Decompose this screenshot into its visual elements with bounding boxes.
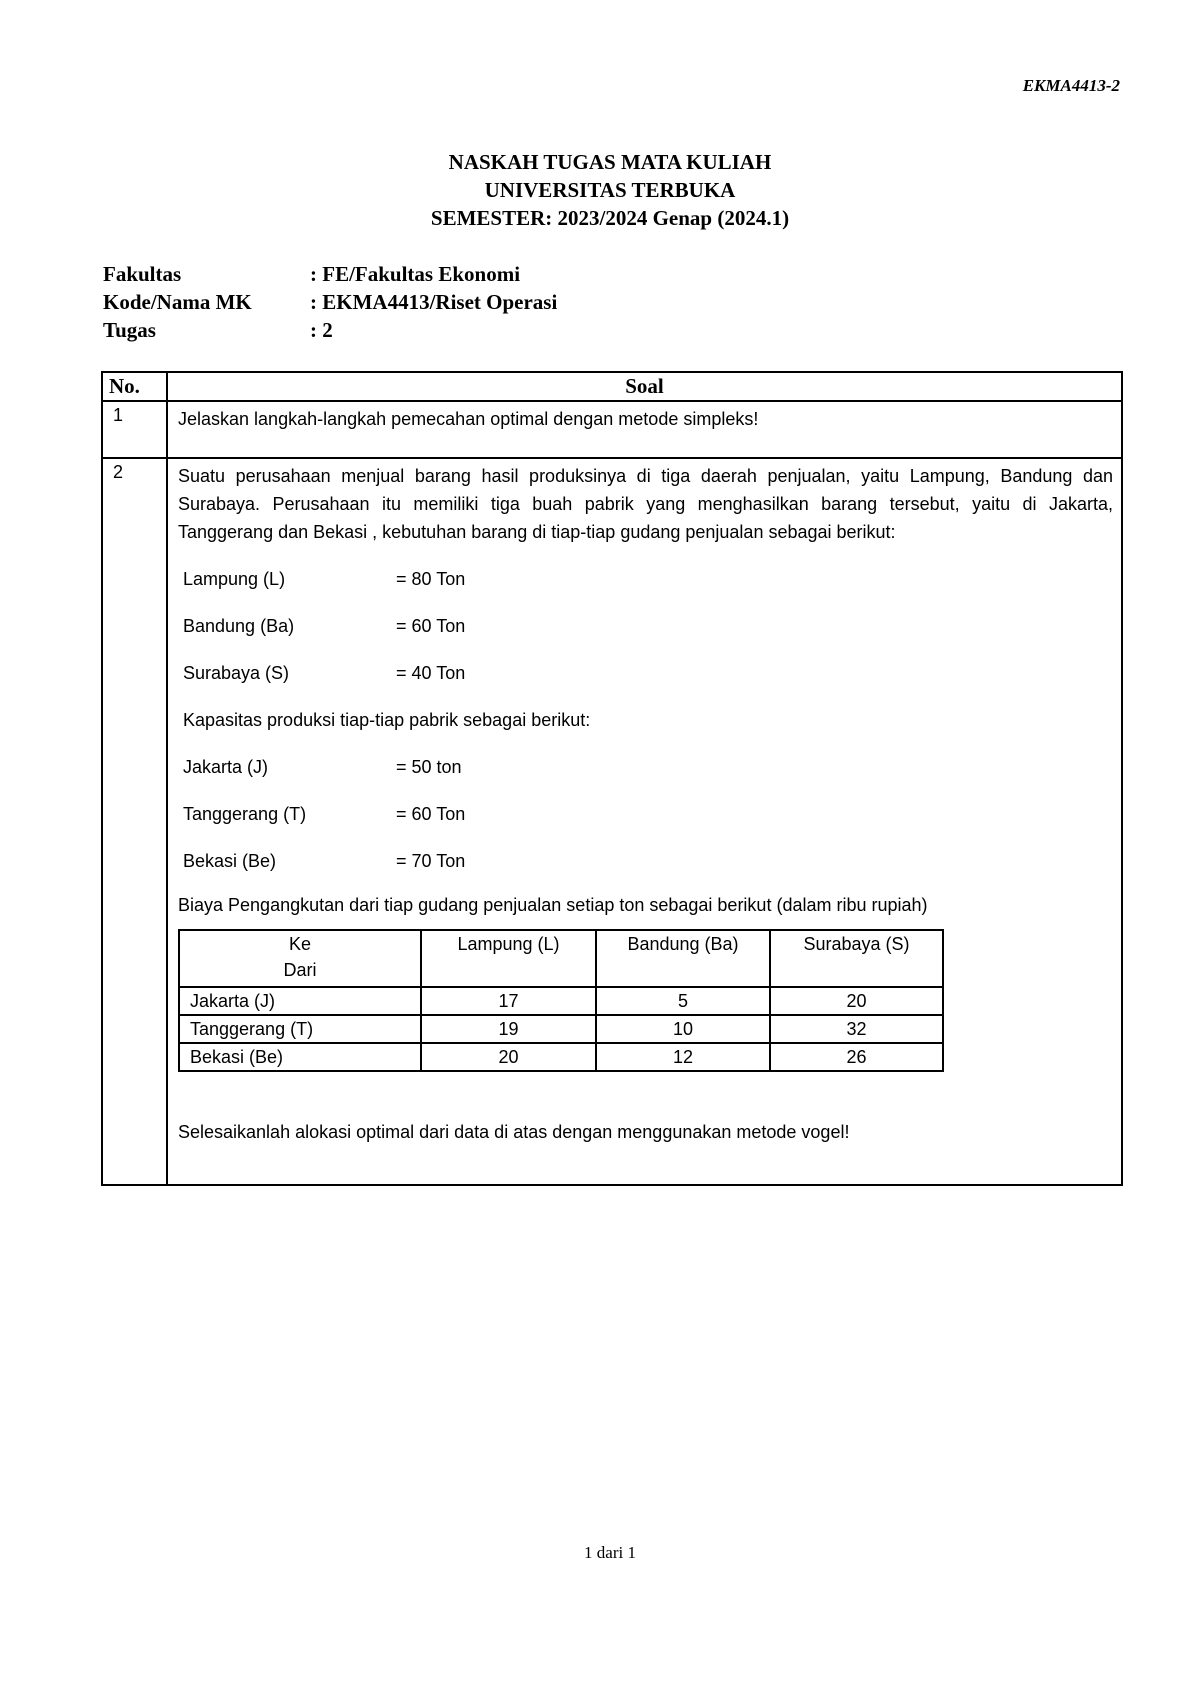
demand-surabaya [178, 659, 1113, 687]
page-number: 1 dari 1 [584, 1543, 636, 1562]
cost-row-tanggerang [179, 1015, 943, 1043]
cost-cell: 17 [421, 987, 596, 1015]
info-value: : 2 [310, 318, 333, 342]
cost-cell: 19 [421, 1015, 596, 1043]
cost-row-label: Jakarta (J) [179, 987, 421, 1015]
capacity-value: = 70 Ton [396, 851, 466, 871]
cost-cell: 26 [770, 1043, 943, 1071]
question-body [167, 458, 1122, 1185]
cost-cell: 20 [421, 1043, 596, 1071]
question-row-2 [102, 458, 1122, 1185]
demand-label: Surabaya (S) [183, 663, 290, 683]
title-line-2: UNIVERSITAS TERBUKA [484, 178, 736, 202]
info-value: : EKMA4413/Riset Operasi [310, 290, 558, 314]
cost-row-bekasi [179, 1043, 943, 1071]
info-row-fakultas [103, 260, 557, 288]
capacity-jakarta [178, 753, 1113, 781]
cost-table-header [179, 930, 943, 987]
course-info [103, 260, 557, 344]
info-value: : FE/Fakultas Ekonomi [310, 262, 521, 286]
capacity-value: = 60 Ton [396, 804, 466, 824]
demand-bandung [178, 612, 1113, 640]
capacity-label: Tanggerang (T) [183, 804, 307, 824]
info-key: Tugas [103, 318, 156, 342]
info-row-tugas [103, 316, 557, 344]
cost-cell: 12 [596, 1043, 770, 1071]
capacity-heading: Kapasitas produksi tiap-tiap pabrik sebagai berikut: [183, 710, 591, 730]
demand-value: = 60 Ton [396, 616, 466, 636]
info-key: Kode/Nama MK [103, 290, 252, 314]
document-code: EKMA4413-2 [1022, 76, 1120, 95]
cost-row-jakarta [179, 987, 943, 1015]
question-number: 2 [102, 458, 167, 1185]
cost-cell: 5 [596, 987, 770, 1015]
document-title [0, 148, 1200, 232]
question-text: Jelaskan langkah-langkah pemecahan optimal dengan metode simpleks! [167, 401, 1122, 458]
cost-row-label: Bekasi (Be) [179, 1043, 421, 1071]
cost-corner-cell [179, 930, 421, 987]
capacity-label: Jakarta (J) [183, 757, 269, 777]
question-table [101, 371, 1123, 1186]
cost-cell: 32 [770, 1015, 943, 1043]
capacity-bekasi [178, 847, 1113, 875]
demand-label: Lampung (L) [183, 569, 286, 589]
demand-value: = 80 Ton [396, 569, 466, 589]
demand-label: Bandung (Ba) [183, 616, 295, 636]
cost-col-header: Surabaya (S) [770, 930, 943, 987]
capacity-tanggerang [178, 800, 1113, 828]
info-key: Fakultas [103, 262, 182, 286]
capacity-value: = 50 ton [396, 757, 462, 777]
capacity-label: Bekasi (Be) [183, 851, 277, 871]
title-line-1: NASKAH TUGAS MATA KULIAH [448, 150, 772, 174]
cost-col-header: Bandung (Ba) [596, 930, 770, 987]
info-row-kode [103, 288, 557, 316]
question-number: 1 [102, 401, 167, 458]
question-row-1 [102, 401, 1122, 458]
corner-dari: Dari [283, 960, 317, 980]
demand-lampung [178, 565, 1113, 593]
title-line-3: SEMESTER: 2023/2024 Genap (2024.1) [430, 206, 790, 230]
closing-instruction: Selesaikanlah alokasi optimal dari data di atas dengan menggunakan metode vogel! [178, 1122, 850, 1142]
question-intro: Suatu perusahaan menjual barang hasil produksinya di tiga daerah penjualan, yaitu Lampung, Bandung dan Surabaya. Perusahaan itu memiliki tiga buah pabrik yang menghasilkan barang tersebut, yaitu di Jakarta, Tanggerang dan Bekasi , kebutuhan barang di tiap-tiap gudang penjualan sebagai berikut: [178, 466, 1113, 542]
col-soal-header: Soal [167, 372, 1122, 401]
cost-cell: 20 [770, 987, 943, 1015]
cost-cell: 10 [596, 1015, 770, 1043]
cost-heading: Biaya Pengangkutan dari tiap gudang penjualan setiap ton sebagai berikut (dalam ribu rupiah) [178, 895, 928, 915]
corner-ke: Ke [288, 934, 312, 954]
question-table-header [102, 372, 1122, 401]
demand-value: = 40 Ton [396, 663, 466, 683]
cost-table [178, 929, 944, 1072]
cost-col-header: Lampung (L) [421, 930, 596, 987]
col-no-header: No. [102, 372, 167, 401]
cost-row-label: Tanggerang (T) [179, 1015, 421, 1043]
